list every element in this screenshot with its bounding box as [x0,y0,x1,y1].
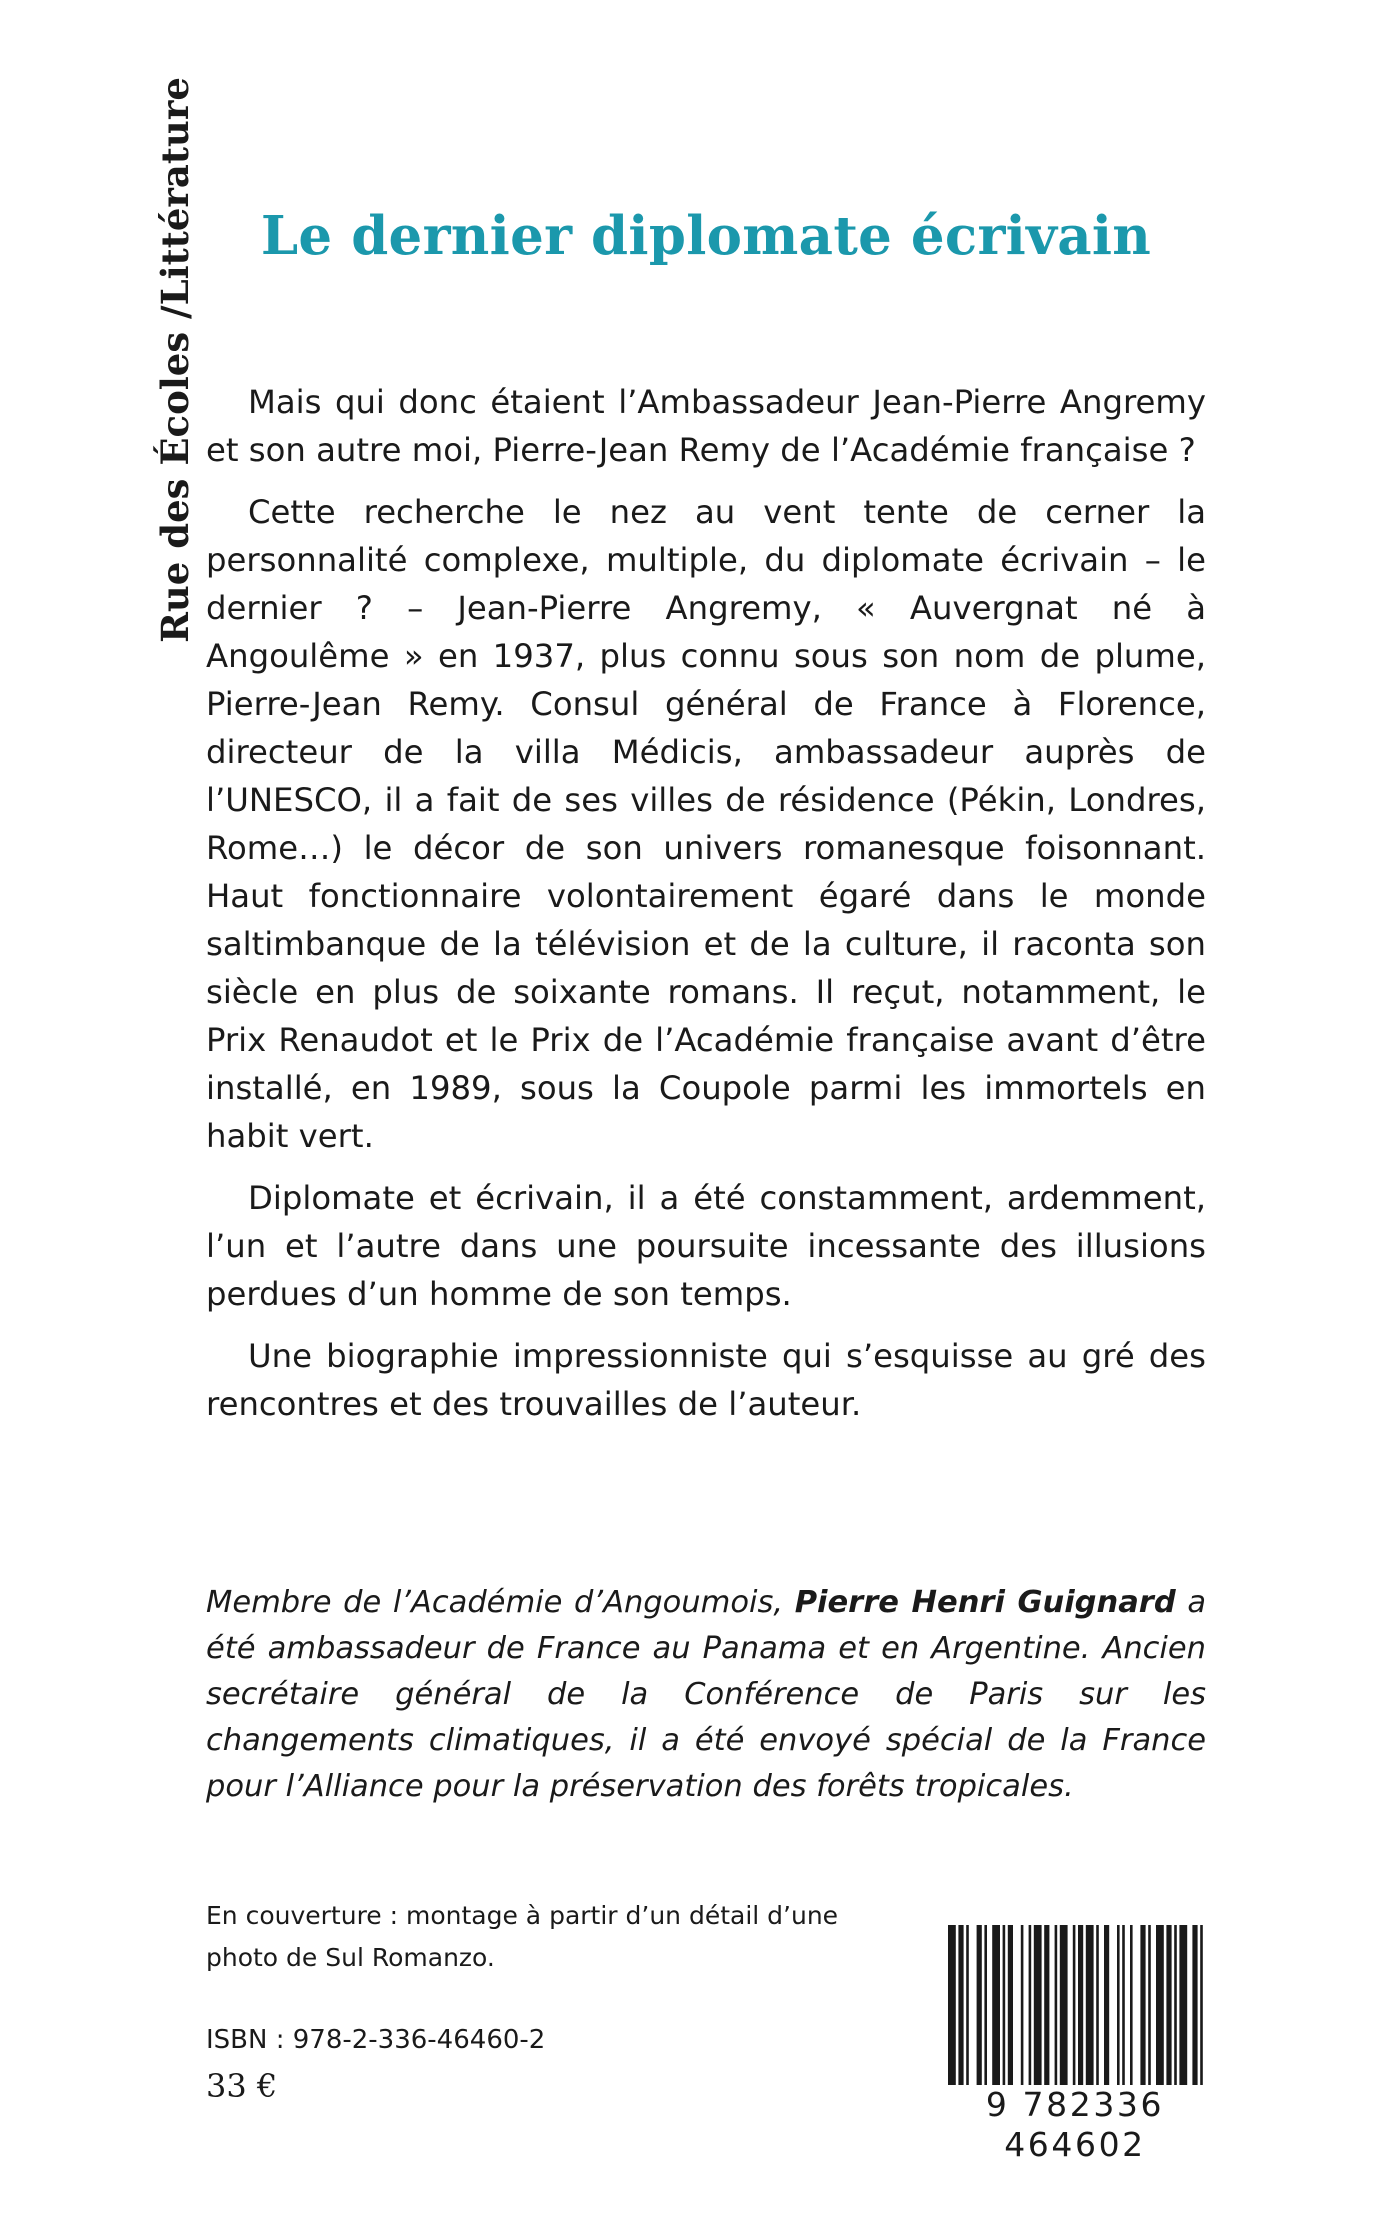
blurb-paragraph-2: Cette recherche le nez au vent tente de cerner la personnalité complexe, multiple, du diplomate écrivain – le dernier ? – Jean-Pierre Angremy, « Auvergnat né à Angoulême » en 1937, plus connu sous son nom de plume, Pierre-Jean Remy. Consul général de France à Florence, directeur de la villa Médicis, ambassadeur auprès de l’UNESCO, il a fait de ses villes de résidence (Pékin, Londres, Rome…) le décor de son univers romanesque foisonnant. Haut fonctionnaire volontairement égaré dans le monde saltimbanque de la télévision et de la culture, il raconta son siècle en plus de soixante romans. Il reçut, notamment, le Prix Renaudot et le Prix de l’Académie française avant d’être installé, en 1989, sous la Coupole parmi les immortels en habit vert. [206,493,1206,1155]
barcode-bar [948,1925,956,2095]
blurb-paragraph-4: Une biographie impressionniste qui s’esquisse au gré des rencontres et des trouvailles de l’auteur. [206,1337,1206,1423]
barcode-bar [1140,1925,1145,2095]
barcode-bar [1021,1925,1024,2095]
barcode-bar [966,1925,969,2095]
barcode-bar [1130,1925,1133,2095]
barcode-bar [1073,1925,1076,2095]
blurb [206,378,1206,1442]
barcode-bar [977,1925,982,2095]
author-bio-intro: Membre de l’Académie d’Angoumois, [206,1585,795,1620]
barcode-bar [1122,1925,1125,2095]
barcode-bar [1200,1925,1203,2095]
barcode-bar [992,1925,1000,2095]
barcode [930,1925,1220,2164]
spine-collection-label [145,77,205,643]
barcode-bar [984,1925,987,2095]
barcode-digits: 9 782336 464602 [930,2085,1220,2165]
price: 33 € [206,2067,278,2105]
barcode-bar [1104,1925,1109,2095]
barcode-bar [958,1925,963,2095]
author-bio-rest: a été ambassadeur de France au Panama et en Argentine. Ancien secrétaire général de la Conférence de Paris sur les changements climatiques, il a été envoyé spécial de la France pour l’Alliance pour la préservation des forêts tropicales. [206,1585,1207,1804]
collection-name: Rue des Écoles /Littérature [153,77,197,643]
barcode-bar [1148,1925,1151,2095]
barcode-bar [1044,1925,1049,2095]
barcode-bar [1029,1925,1032,2095]
barcode-bar [1179,1925,1187,2095]
barcode-bar [1003,1925,1006,2095]
book-title: Le dernier diplomate écrivain [260,205,1152,267]
barcode-bar [1086,1925,1094,2095]
author-name: Pierre Henri Guignard [794,1585,1176,1620]
cover-credit: En couverture : montage à partir d’un détail d’une photo de Sul Romanzo. [206,1901,839,1972]
barcode-bar [1192,1925,1197,2095]
barcode-bar [1078,1925,1083,2095]
author-bio [206,1580,1206,1810]
blurb-paragraph-3: Diplomate et écrivain, il a été constamment, ardemment, l’un et l’autre dans une poursuite incessante des illusions perdues d’un homme de son temps. [206,1179,1206,1313]
barcode-bars [930,1925,1220,2095]
barcode-bar [1166,1925,1171,2095]
barcode-bar [1117,1925,1120,2095]
barcode-bar [1060,1925,1068,2095]
barcode-bar [1174,1925,1177,2095]
barcode-bar [1096,1925,1099,2095]
isbn: ISBN : 978-2-336-46460-2 [206,2025,546,2055]
barcode-bar [1156,1925,1164,2095]
barcode-bar [1034,1925,1042,2095]
blurb-paragraph-1: Mais qui donc étaient l’Ambassadeur Jean-Pierre Angremy et son autre moi, Pierre-Jean Remy de l’Académie française ? [206,383,1206,469]
barcode-bar [1055,1925,1058,2095]
barcode-bar [1008,1925,1013,2095]
